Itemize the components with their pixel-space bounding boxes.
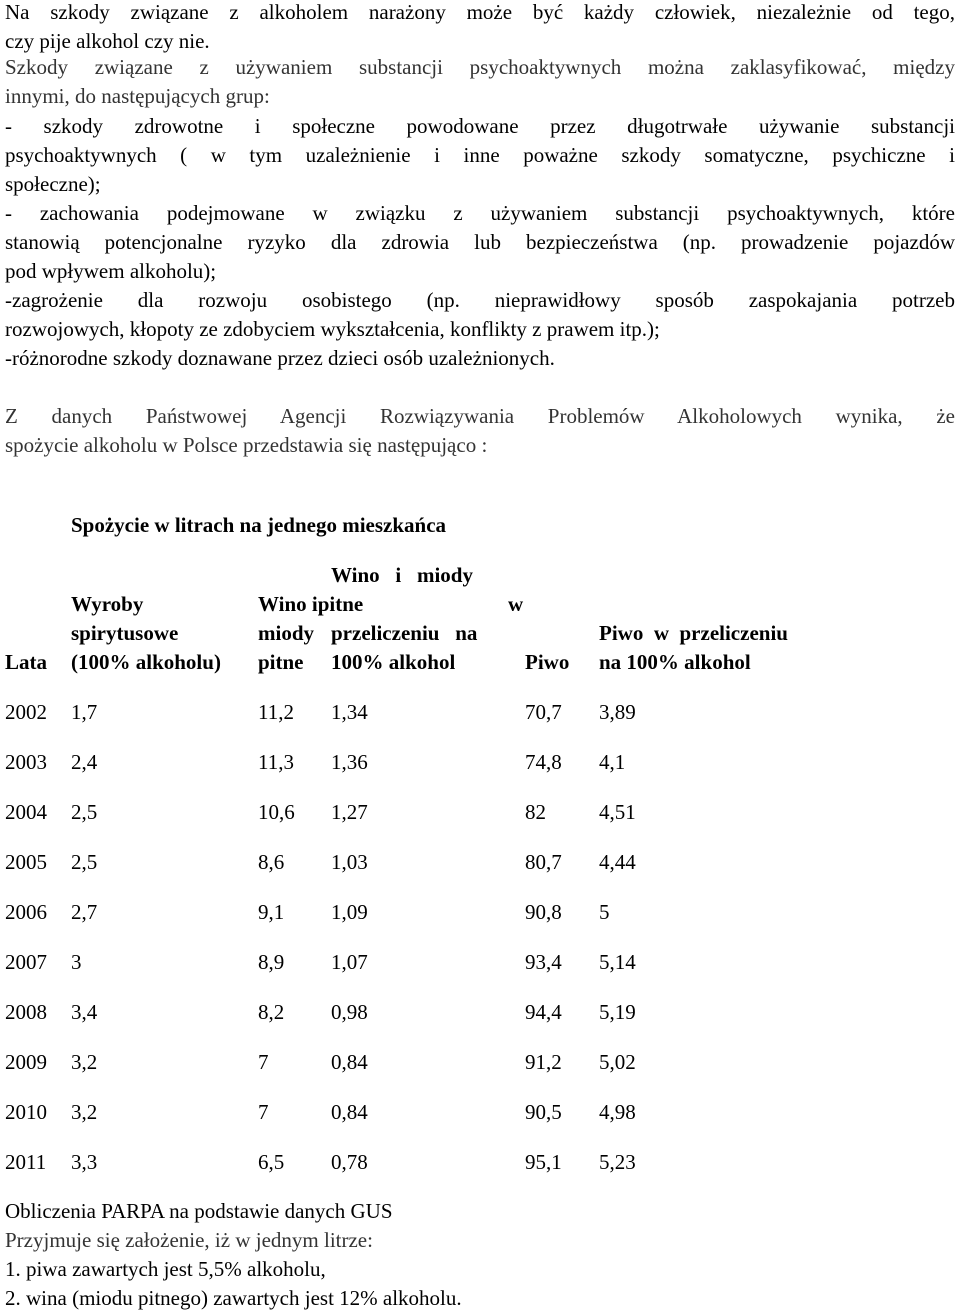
header-wine-alc-3: przeliczeniu na [331,621,478,645]
cell-beer-alc: 5,23 [599,1150,636,1174]
cell-beer: 90,5 [525,1100,562,1124]
parpa-intro-line-1: Z danych Państwowej Agencji Rozwiązywania Problemów Alkoholowych wynika, że [5,404,955,428]
intro-line-1: Na szkody związane z alkoholem narażony może być każdy człowiek, niezależnie od tego, [5,0,955,24]
header-spirits-3: (100% alkoholu) [71,650,221,674]
cell-wine: 9,1 [258,900,285,924]
header-beer-alc-1: Piwo w przeliczeniu [599,621,788,645]
cell-wine: 11,3 [258,750,294,774]
intro-line-3: Szkody związane z używaniem substancji psychoaktywnych można zaklasyfikować, między [5,55,955,79]
cell-spirits: 3 [71,950,82,974]
header-wine-1: Wino ipitne [258,592,364,616]
cell-wine-alc: 0,98 [331,1000,368,1024]
cell-wine: 8,6 [258,850,285,874]
source-note: Obliczenia PARPA na podstawie danych GUS [5,1199,393,1223]
cell-wine: 6,5 [258,1150,285,1174]
intro-line-6: psychoaktywnych ( w tym uzależnienie i inne poważne szkody somatyczne, psychiczne i [5,143,955,167]
cell-wine-alc: 0,84 [331,1050,368,1074]
wine-alcohol-note: 2. wina (miodu pitnego) zawartych jest 12% alkoholu. [5,1286,462,1310]
cell-spirits: 2,5 [71,850,98,874]
parpa-intro-line-2: spożycie alkoholu w Polsce przedstawia się następująco : [5,433,488,457]
cell-spirits: 1,7 [71,700,98,724]
header-wine-alc-4: 100% alkohol [331,650,456,674]
cell-spirits: 3,3 [71,1150,98,1174]
cell-beer: 94,4 [525,1000,562,1024]
cell-beer: 80,7 [525,850,562,874]
cell-spirits: 3,4 [71,1000,98,1024]
cell-year: 2010 [5,1100,47,1124]
cell-spirits: 3,2 [71,1050,98,1074]
intro-line-10: pod wpływem alkoholu); [5,259,217,283]
cell-year: 2011 [5,1150,47,1174]
cell-wine: 7 [258,1100,269,1124]
cell-beer: 70,7 [525,700,562,724]
cell-spirits: 2,5 [71,800,98,824]
table-title: Spożycie w litrach na jednego mieszkańca [71,513,447,537]
cell-beer-alc: 5 [599,900,610,924]
cell-beer: 91,2 [525,1050,562,1074]
intro-line-11: -zagrożenie dla rozwoju osobistego (np. nieprawidłowy sposób zaspokajania potrzeb [5,288,955,312]
cell-wine: 8,2 [258,1000,285,1024]
cell-year: 2007 [5,950,47,974]
cell-wine: 10,6 [258,800,295,824]
intro-line-12: rozwojowych, kłopoty ze zdobyciem wykształcenia, konflikty z prawem itp.); [5,317,660,341]
cell-beer: 82 [525,800,546,824]
intro-line-13: -różnorodne szkody doznawane przez dzieci osób uzależnionych. [5,346,555,370]
intro-line-9: stanowią potencjonalne ryzyko dla zdrowia lub bezpieczeństwa (np. prowadzenie pojazdów [5,230,955,254]
cell-spirits: 2,4 [71,750,98,774]
cell-wine: 8,9 [258,950,285,974]
cell-wine: 11,2 [258,700,294,724]
cell-beer: 95,1 [525,1150,562,1174]
header-spirits-2: spirytusowe [71,621,179,645]
cell-year: 2008 [5,1000,47,1024]
header-wine-alc-2: w [508,592,524,616]
cell-wine-alc: 1,09 [331,900,368,924]
header-beer-alc-2: na 100% alkohol [599,650,751,674]
assumption-note: Przyjmuje się założenie, iż w jednym litrze: [5,1228,373,1252]
cell-spirits: 3,2 [71,1100,98,1124]
cell-year: 2005 [5,850,47,874]
intro-line-5: - szkody zdrowotne i społeczne powodowane przez długotrwałe używanie substancji [5,114,955,138]
header-beer: Piwo [525,650,570,674]
cell-wine-alc: 1,07 [331,950,368,974]
cell-year: 2009 [5,1050,47,1074]
intro-line-8: - zachowania podejmowane w związku z używaniem substancji psychoaktywnych, które [5,201,955,225]
intro-line-7: społeczne); [5,172,101,196]
cell-year: 2004 [5,800,47,824]
cell-beer-alc: 4,98 [599,1100,636,1124]
cell-spirits: 2,7 [71,900,98,924]
cell-beer-alc: 4,44 [599,850,636,874]
cell-wine-alc: 1,36 [331,750,368,774]
cell-wine: 7 [258,1050,269,1074]
cell-beer-alc: 5,02 [599,1050,636,1074]
cell-wine-alc: 0,84 [331,1100,368,1124]
header-wine-alc-1: Wino i miody [331,563,473,587]
cell-beer-alc: 4,51 [599,800,636,824]
cell-wine-alc: 1,03 [331,850,368,874]
cell-wine-alc: 1,27 [331,800,368,824]
cell-year: 2002 [5,700,47,724]
cell-wine-alc: 0,78 [331,1150,368,1174]
header-year: Lata [5,650,47,674]
intro-line-2: czy pije alkohol czy nie. [5,29,210,53]
cell-beer-alc: 3,89 [599,700,636,724]
cell-year: 2006 [5,900,47,924]
cell-year: 2003 [5,750,47,774]
cell-beer-alc: 4,1 [599,750,626,774]
intro-line-4: innymi, do następujących grup: [5,84,270,108]
header-spirits-1: Wyroby [71,592,144,616]
cell-beer: 90,8 [525,900,562,924]
header-wine-3: pitne [258,650,304,674]
cell-beer-alc: 5,14 [599,950,636,974]
beer-alcohol-note: 1. piwa zawartych jest 5,5% alkoholu, [5,1257,326,1281]
cell-beer: 93,4 [525,950,562,974]
cell-wine-alc: 1,34 [331,700,368,724]
cell-beer-alc: 5,19 [599,1000,636,1024]
cell-beer: 74,8 [525,750,562,774]
header-wine-2: miody [258,621,315,645]
